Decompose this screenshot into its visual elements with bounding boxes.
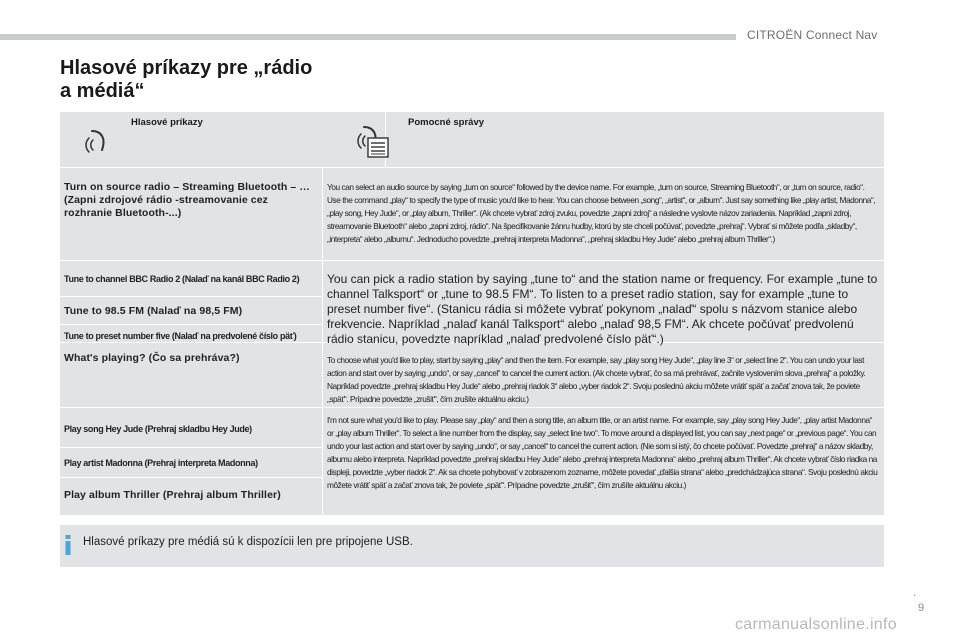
help-cell: I'm not sure what you'd like to play. Please say „play“ and then a song title, an album title, or an artist name. For example, say „play song Hey Jude“, „play artist Madonna“ or „play album Thriller“. To select a line number from the display, say „select line two“. To move around a displayed list, you can say „next page“ or „previous page“. You can undo your last action and start over by saying „undo“, or say „cancel“ to cancel the current action. (Nie som si istý, čo chcete počúvať. Povedzte „prehraj“ a názov skladby, albumu alebo interpreta. Napríklad povedzte „prehraj skladbu Hey Jude“ alebo „prehraj interpreta Madonna“ alebo „prehraj album Thriller“. Ak chcete vybrať číslo riadka na displeji, povedzte „vyber riadok 2“. Ak sa chcete pohybovať v zobrazenom zozname, môžete povedať „ďalšia strana“ alebo „predchádzajúca strana“. Svoju poslednú akciu môžete vrátiť späť a začať znova tak, že poviete „späť“. Prípadne povedzte „zrušiť“, čím zrušíte aktuálnu akciu.) <box>327 415 878 490</box>
command-cell: Play album Thriller (Prehraj album Thriller) <box>64 489 281 501</box>
row-separator <box>60 167 884 168</box>
voice-help-menu-icon <box>354 124 394 160</box>
info-icon <box>65 535 71 560</box>
command-cell: Play artist Madonna (Prehraj interpreta Madonna) <box>64 458 258 468</box>
page-number: 9 <box>918 602 925 614</box>
command-cell: Tune to channel BBC Radio 2 (Nalaď na kanál BBC Radio 2) <box>64 274 300 284</box>
sub-row-separator <box>60 477 322 478</box>
page-title-line-1: Hlasové príkazy pre „rádio <box>60 57 313 79</box>
column-header-help: Pomocné správy <box>408 117 485 128</box>
top-rule <box>0 34 736 40</box>
info-note-text: Hlasové príkazy pre médiá sú k dispozícii len pre pripojene USB. <box>83 536 413 548</box>
sub-row-separator <box>60 296 322 297</box>
voice-command-icon <box>84 128 114 158</box>
info-note <box>60 525 884 567</box>
row-separator <box>60 260 884 261</box>
sub-row-separator <box>60 324 322 325</box>
page-dots: . <box>913 585 917 599</box>
column-separator <box>322 167 323 515</box>
command-cell: What's playing? (Čo sa prehráva?) <box>64 352 240 364</box>
row-separator <box>60 407 884 408</box>
watermark: carmanualsonline.info <box>735 616 897 633</box>
help-cell: You can select an audio source by saying „turn on source“ followed by the device name. For example, „turn on source, Streaming Bluetooth“, or „turn on source, radio“. Use the command „play“ to specify the type of music you'd like to hear. You can choose between „song“, „artist“, or „album“. Just say something like „play artist, Madonna“, „play song, Hey Jude“, or „play album, Thriller“. (Ak chcete vybrať zdroj zvuku, povedzte „zapni zdroj“ a následne vyslovte názov zariadenia. Napríklad „zapni zdroj, streamovanie Bluetooth“ alebo „zapni zdroj, rádio“. Na špecifikovanie žánru hudby, ktorú by ste chceli počúvať, povedzte „prehraj“. Vybrať si môžete podľa „skladby“, „interpreta“ alebo „albumu“. Jednoducho povedzte „prehraj interpreta Madonna“, „prehraj skladbu Hey Jude“ alebo „prehraj album Thriller“.) <box>327 182 876 244</box>
brand-label: CITROËN Connect Nav <box>747 28 878 42</box>
help-cell: You can pick a radio station by saying „tune to“ and the station name or frequency. For example „tune to channel Talksport“ or „tune to 98.5 FM“. To listen to a preset radio station, say for example „tune to preset number five“. (Stanicu rádia si môžete vybrať pokynom „nalaď“ spolu s názvom stanice alebo frekvencie. Napríklad „nalaď kanál Talksport“ alebo „nalaď 98,5 FM“. Ak chcete počúvať predvolenú rádio stanicu, povedzte napríklad „nalaď predvolené číslo päť“.) <box>327 272 878 346</box>
command-cell: Tune to 98.5 FM (Nalaď na 98,5 FM) <box>64 305 243 317</box>
command-cell: Play song Hey Jude (Prehraj skladbu Hey Jude) <box>64 424 252 434</box>
command-cell: Tune to preset number five (Nalaď na predvolené číslo päť) <box>64 331 297 341</box>
help-cell: To choose what you'd like to play, start by saying „play“ and then the item. For example, say „play song Hey Jude“, „play line 3“ or „select line 2“. You can undo your last action and start over by saying „undo“, or say „cancel“ to cancel the current action. (Ak chcete vybrať, čo sa má prehrávať, začnite vyslovením slova „prehraj“ a položky. Napríklad povedzte „prehraj skladbu Hey Jude“ alebo „prehraj riadok 3“ alebo „vyber riadok 2“. Svoju poslednú akciu môžete vrátiť späť a začať znova tak, že poviete „späť“. Prípadne povedzte „zrušiť“, čím zrušíte aktuálnu akciu.) <box>327 355 866 404</box>
voice-commands-table <box>60 112 884 515</box>
command-cell: Turn on source radio – Streaming Bluetooth – … (Zapni zdrojové rádio -streamovanie cez rozhranie Bluetooth-...) <box>64 181 310 219</box>
sub-row-separator <box>60 447 322 448</box>
page-title <box>60 57 312 103</box>
page-title-line-2: a médiá“ <box>60 80 145 102</box>
column-header-commands: Hlasové príkazy <box>131 117 203 128</box>
